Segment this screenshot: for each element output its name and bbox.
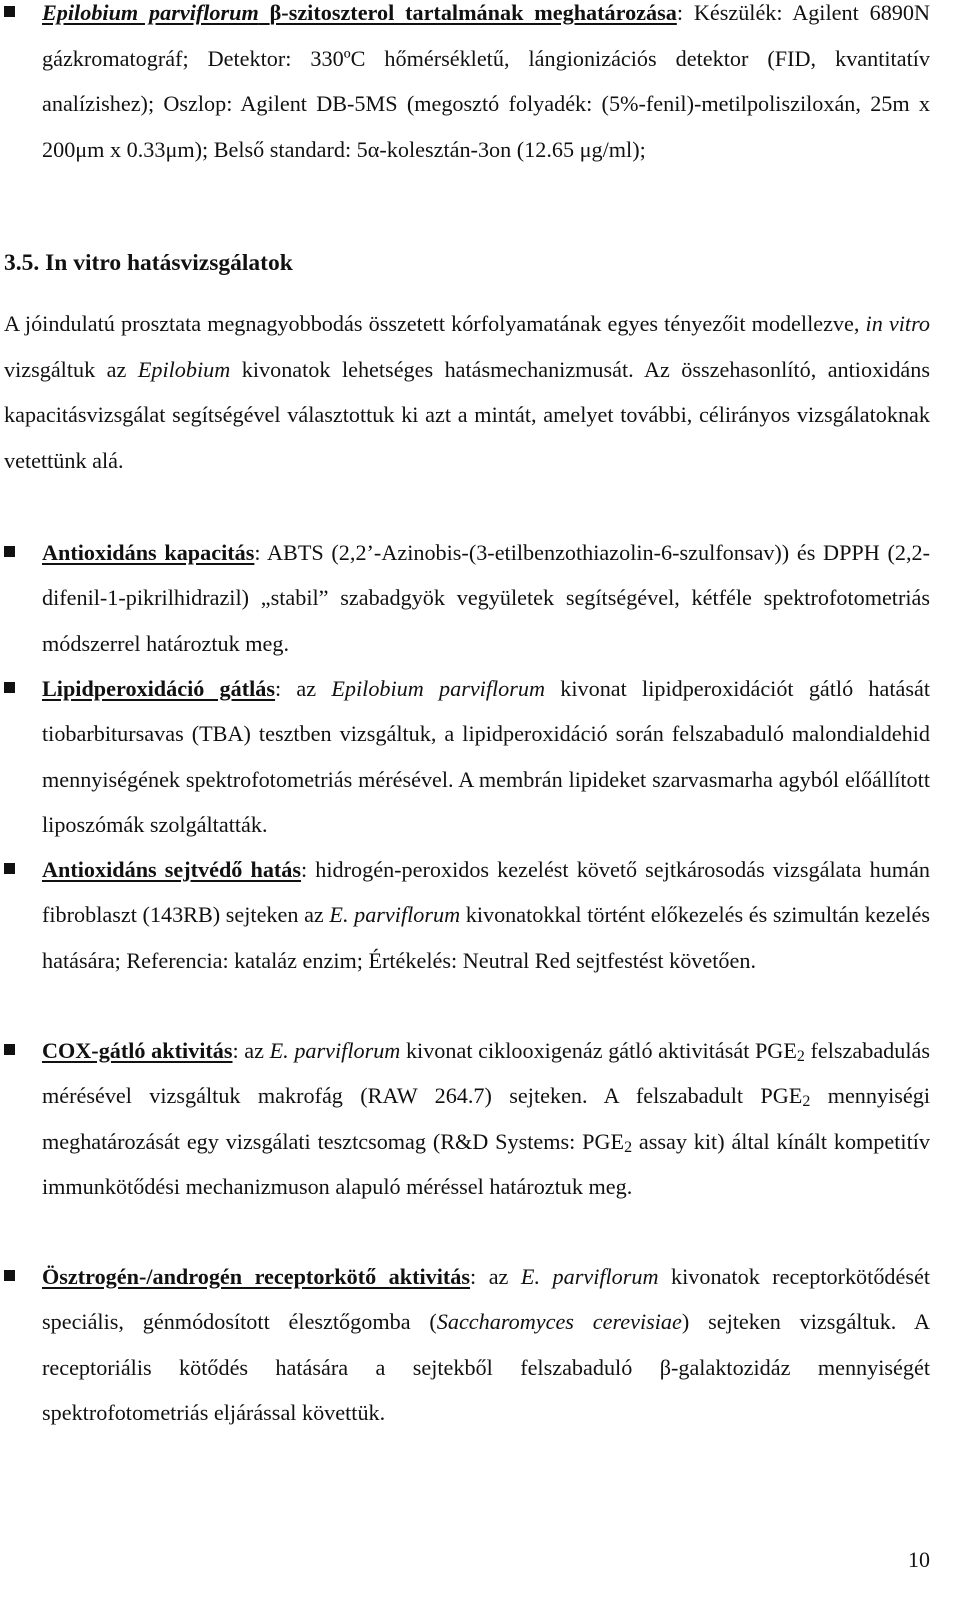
bullet-icon — [4, 863, 15, 874]
bullet-icon — [4, 1270, 15, 1281]
page-number: 10 — [908, 1547, 930, 1572]
intro-paragraph: A jóindulatú prosztata megnagyobbodás összetett kórfolyamatának egyes tényezőit modellezve, in vitro vizsgáltuk az Epilobium kivonatok lehetséges hatásmechanizmusát. Az összehasonlító, antioxidáns kapacitásvizsgálat segítségével választottuk ki azt a mintát, amelyet további, célirányos vizsgálatoknak vetettünk alá. — [4, 311, 931, 473]
item-title: Antioxidáns sejtvédő hatás — [42, 857, 302, 882]
paragraph-receptor-binding: Ösztrogén-/androgén receptorkötő aktivitás: az E. parviflorum kivonatok receptorkötődését speciális, génmódosított élesztőgomba (Saccharomyces cerevisiae) sejteken vizsgáltuk. A receptoriális kötődés hatására a sejtekből felszabaduló β-galaktozidáz mennyiségét spektrofotometriás eljárással követtük. — [42, 1264, 930, 1425]
bullet-icon — [4, 6, 15, 17]
item-title: Antioxidáns kapacitás — [42, 540, 255, 565]
paragraph-sitosterol — [42, 0, 930, 172]
paragraph-cox-inhibition: COX-gátló aktivitás: az E. parviflorum kivonat ciklooxigenáz gátló aktivitását $PGE_2$ felszabadulás mérésével vizsgáltuk makrofág (RAW 264.7) sejteken. A felszabadult $PGE_2$ mennyiségi meghatározását egy vizsgálati tesztcsomag (R&D Systems: $PGE_2$ assay kit) által kínált kompetitív immunkötődési mechanizmuson alapuló méréssel határoztuk meg. — [42, 1038, 930, 1199]
paragraph-cell-protection: Antioxidáns sejtvédő hatás: hidrogén-peroxidos kezelést követő sejtkárosodás vizsgálata humán fibroblaszt (143RB) sejteken az E. parviflorum kivonatokkal történt előkezelés és szimultán kezelés hatására; Referencia: kataláz enzim; Értékelés: Neutral Red sejtfestést követően. — [42, 857, 930, 973]
paragraph-lipid-peroxidation: Lipidperoxidáció gátlás: az Epilobium parviflorum kivonat lipidperoxidációt gátló hatását tiobarbitursavas (TBA) tesztben vizsgáltuk, a lipidperoxidáció során felszabaduló malondialdehid mennyiségének spektrofotometriás mérésével. A membrán lipideket szarvasmarha agyból előállított liposzómák szolgáltatták. — [42, 676, 931, 837]
section-heading: 3.5. In vitro hatásvizsgálatok — [4, 250, 293, 276]
bullet-icon — [4, 1044, 15, 1055]
item-title: Ösztrogén-/androgén receptorkötő aktivitás — [42, 1264, 471, 1289]
paragraph-antioxidant-capacity: Antioxidáns kapacitás: ABTS (2,2’-Azinobis-(3-etilbenzothiazolin-6-szulfonsav)) és DPPH (2,2-difenil-1-pikrilhidrazil) „stabil” szabadgyök vegyületek segítségével, kétféle spektrofotometriás módszerrel határoztuk meg. — [42, 540, 930, 656]
bullet-icon — [4, 682, 15, 693]
item-title: β-szitoszterol tartalmának meghatározása — [269, 0, 677, 25]
bullet-icon — [4, 546, 15, 557]
item-text: : Készülék: Agilent 6890N gázkromatográf; Detektor: 330ºC hőmérsékletű, lángionizációs detektor (FID, kvantitatív analízishez); Oszlop: Agilent DB-5MS (megosztó folyadék: (5%-fenil)-metilpolisziloxán, 25m x 200μm x 0.33μm); Belső standard: 5α-kolesztán-3on (12.65 μg/ml); — [42, 0, 930, 162]
item-title: COX-gátló aktivitás — [42, 1038, 233, 1063]
item-title-italic: Epilobium parviflorum — [42, 0, 259, 25]
item-title: Lipidperoxidáció gátlás — [42, 676, 276, 701]
